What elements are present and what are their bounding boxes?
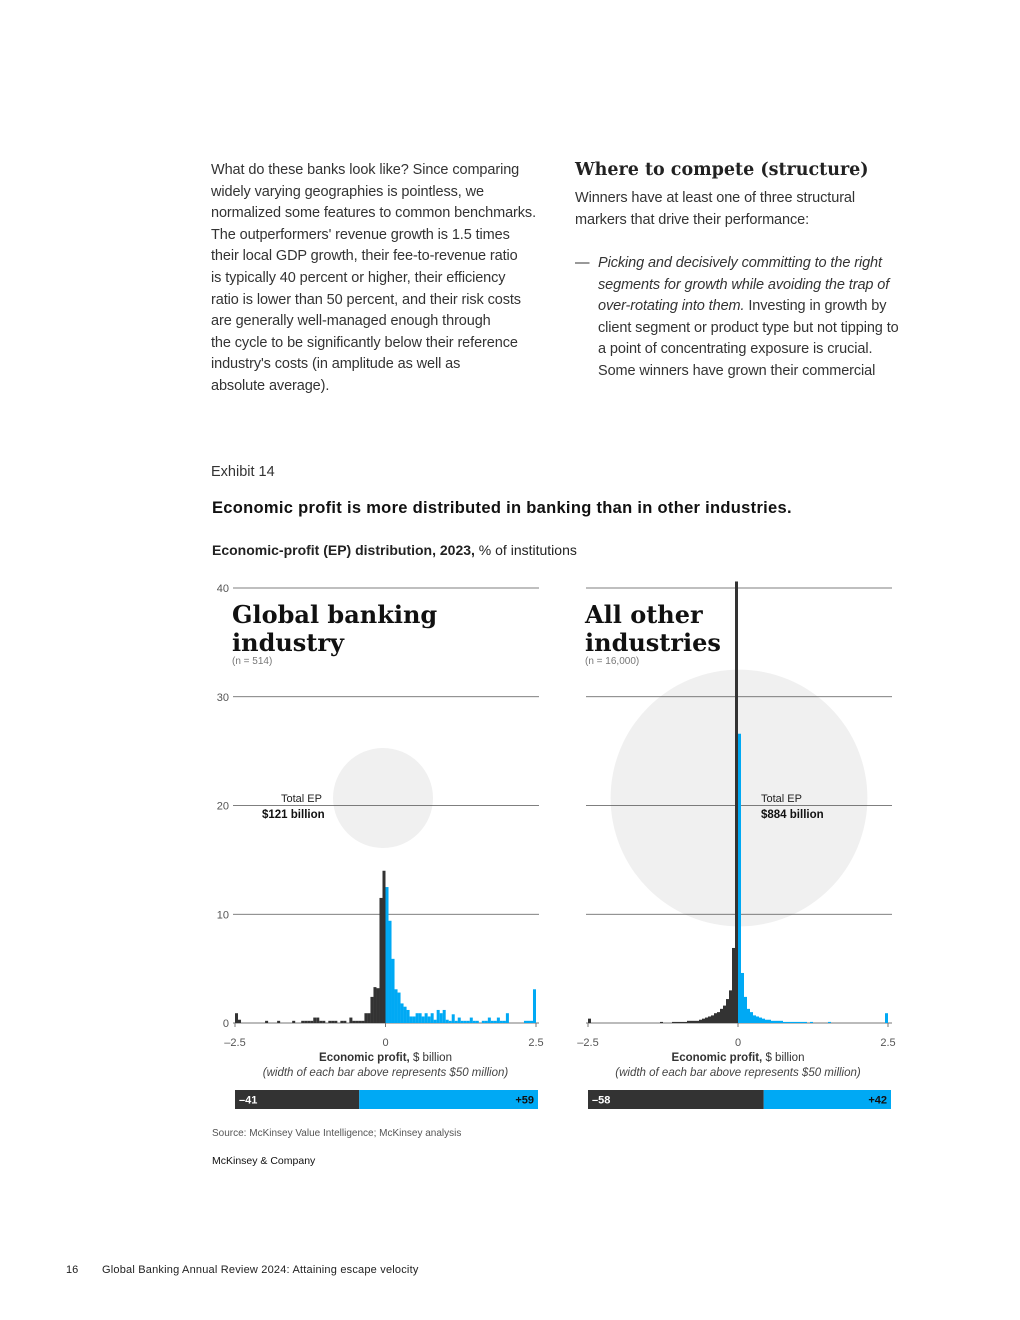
total-ep-value: $884 billion bbox=[761, 809, 824, 821]
histogram-bar-positive bbox=[488, 1018, 491, 1023]
body-text: Winners have at least one of three structural bbox=[575, 190, 856, 206]
histogram-bar-positive bbox=[762, 1019, 765, 1023]
histogram-bar-positive bbox=[792, 1022, 795, 1023]
x-tick-label: 2.5 bbox=[880, 1037, 896, 1049]
histogram-bar-positive bbox=[392, 959, 395, 1023]
histogram-bar-negative bbox=[322, 1021, 325, 1023]
histogram-bar-negative bbox=[672, 1022, 675, 1023]
body-text-line: ratio is lower than 50 percent, and their risk costs bbox=[211, 291, 521, 308]
histogram-bar-negative bbox=[660, 1022, 663, 1023]
histogram-bar-positive bbox=[395, 989, 398, 1023]
histogram-bar-positive bbox=[389, 921, 392, 1023]
histogram-bar-positive bbox=[747, 1009, 750, 1023]
chart-title: industry bbox=[232, 628, 344, 657]
bullet-emphasis: over-rotating into them. bbox=[598, 298, 745, 315]
histogram-bar-negative bbox=[343, 1021, 346, 1023]
histogram-bar-positive bbox=[470, 1018, 473, 1023]
x-tick-label: 0 bbox=[382, 1037, 389, 1049]
histogram-bar-positive bbox=[801, 1022, 804, 1023]
histogram-bar-positive bbox=[443, 1010, 446, 1023]
histogram-bar-positive bbox=[756, 1016, 759, 1023]
total-ep-value: $121 billion bbox=[262, 809, 325, 821]
histogram-bar-negative bbox=[235, 1013, 238, 1023]
histogram-bar-positive bbox=[461, 1021, 464, 1023]
histogram-bar-negative bbox=[687, 1021, 690, 1023]
body-text-line: normalized some features to common benchmarks. bbox=[211, 205, 537, 222]
histogram-bar-positive bbox=[768, 1020, 771, 1023]
histogram-bar-positive bbox=[738, 734, 741, 1023]
body-text-line: industry's costs (in amplitude as well as bbox=[211, 356, 461, 373]
histogram-bar-positive bbox=[434, 1020, 437, 1023]
source-note: Source: McKinsey Value Intelligence; McKinsey analysis bbox=[212, 1128, 462, 1139]
y-tick-label: 40 bbox=[216, 583, 229, 595]
bullet-emphasis: Picking and decisively committing to the right bbox=[598, 255, 882, 271]
share-negative-label: –41 bbox=[239, 1094, 258, 1107]
x-axis-label-unit: $ billion bbox=[762, 1052, 805, 1064]
histogram-bar-positive bbox=[473, 1021, 476, 1023]
histogram-bar-negative bbox=[265, 1021, 268, 1023]
x-axis-note: (width of each bar above represents $50 million) bbox=[262, 1067, 509, 1079]
histogram-bar-negative bbox=[678, 1022, 681, 1023]
histogram-bar-positive bbox=[476, 1021, 479, 1023]
histogram-bar-positive bbox=[771, 1021, 774, 1023]
histogram-bar-negative bbox=[726, 999, 729, 1023]
page-number: 16 bbox=[66, 1264, 79, 1276]
histogram-bar-negative bbox=[714, 1013, 717, 1023]
x-tick-label: –2.5 bbox=[577, 1037, 599, 1049]
histogram-bar-positive bbox=[446, 1020, 449, 1023]
histogram-bar-positive bbox=[494, 1021, 497, 1023]
x-axis-label bbox=[319, 1052, 452, 1064]
bullet-text: client segment or product type but not tipping to bbox=[598, 319, 899, 336]
histogram-bar-negative bbox=[690, 1021, 693, 1023]
bullet-text: a point of concentrating exposure is crucial. bbox=[598, 341, 873, 358]
histogram-bar-negative bbox=[304, 1021, 307, 1023]
histogram-bar-negative bbox=[319, 1021, 322, 1023]
histogram-bar-negative bbox=[681, 1022, 684, 1023]
histogram-bar-negative bbox=[693, 1021, 696, 1023]
y-tick-label: 0 bbox=[222, 1018, 229, 1030]
histogram-bar-negative bbox=[370, 997, 373, 1023]
bullet-emphasis: segments for growth while avoiding the trap of bbox=[598, 276, 890, 293]
histogram-bar-positive bbox=[744, 997, 747, 1023]
histogram-bar-positive bbox=[398, 993, 401, 1023]
histogram-bar-positive bbox=[425, 1013, 428, 1023]
bullet-dash: — bbox=[575, 255, 590, 271]
histogram-bar-negative bbox=[696, 1021, 699, 1023]
bullet-text: Some winners have grown their commercial bbox=[598, 363, 876, 379]
x-axis-label bbox=[672, 1052, 805, 1064]
histogram-bar-positive bbox=[428, 1016, 431, 1023]
histogram-bar-negative bbox=[334, 1021, 337, 1023]
histogram-bar-positive bbox=[491, 1021, 494, 1023]
share-bar-positive bbox=[359, 1090, 538, 1109]
x-axis-label-bold: Economic profit, bbox=[319, 1052, 410, 1064]
histogram-bar-positive bbox=[455, 1021, 458, 1023]
section-heading: Where to compete (structure) bbox=[575, 160, 869, 180]
histogram-bar-positive bbox=[759, 1018, 762, 1023]
report-title: Global Banking Annual Review 2024: Attaining escape velocity bbox=[102, 1264, 419, 1276]
histogram-bar-negative bbox=[340, 1021, 343, 1023]
histogram-bar-negative bbox=[376, 988, 379, 1023]
share-negative-label: –58 bbox=[592, 1094, 611, 1107]
histogram-bar-negative bbox=[588, 1019, 591, 1023]
histogram-bar-positive bbox=[497, 1018, 500, 1023]
x-axis-label-unit: $ billion bbox=[409, 1052, 452, 1064]
histogram-bar-positive bbox=[774, 1021, 777, 1023]
histogram-bar-negative bbox=[684, 1022, 687, 1023]
histogram-bar-positive bbox=[452, 1014, 455, 1023]
histogram-bar-negative bbox=[717, 1012, 720, 1023]
histogram-bar-negative bbox=[313, 1018, 316, 1023]
histogram-bar-positive bbox=[885, 1013, 888, 1023]
histogram-bar-positive bbox=[449, 1021, 452, 1023]
histogram-bar-negative bbox=[711, 1015, 714, 1023]
histogram-bar-positive bbox=[440, 1013, 443, 1023]
histogram-bar-negative bbox=[238, 1020, 241, 1023]
histogram-bar-negative bbox=[379, 898, 382, 1023]
total-ep-bubble bbox=[333, 748, 433, 848]
histogram-bar-negative bbox=[364, 1013, 367, 1023]
y-tick-label: 10 bbox=[216, 909, 229, 922]
share-bar-negative bbox=[588, 1090, 764, 1109]
body-text-line: the cycle to be significantly below their reference bbox=[211, 334, 518, 351]
histogram-bar-negative bbox=[352, 1021, 355, 1023]
body-text-line: widely varying geographies is pointless, we bbox=[211, 183, 484, 200]
share-positive-label: +42 bbox=[868, 1094, 887, 1107]
sample-size-label: (n = 514) bbox=[232, 656, 273, 667]
histogram-bar-negative bbox=[301, 1021, 304, 1023]
histogram-bar-negative bbox=[328, 1021, 331, 1023]
histogram-bar-positive bbox=[503, 1021, 506, 1023]
x-tick-label: 2.5 bbox=[528, 1037, 544, 1049]
histogram-bar-positive bbox=[795, 1022, 798, 1023]
body-text-line: is typically 40 percent or higher, their efficiency bbox=[211, 270, 506, 286]
histogram-bar-positive bbox=[458, 1018, 461, 1023]
histogram-bar-negative bbox=[705, 1018, 708, 1023]
histogram-bar-negative bbox=[307, 1021, 310, 1023]
histogram-bar-negative bbox=[355, 1021, 358, 1023]
histogram-bar-negative bbox=[361, 1021, 364, 1023]
subtitle-unit: % of institutions bbox=[474, 542, 577, 558]
histogram-bar-negative bbox=[277, 1021, 280, 1023]
y-tick-label: 30 bbox=[216, 691, 229, 704]
bullet-text: Investing in growth by bbox=[744, 298, 887, 315]
histogram-bar-negative bbox=[702, 1019, 705, 1023]
histogram-bar-positive bbox=[780, 1021, 783, 1023]
histogram-bar-negative bbox=[316, 1018, 319, 1023]
histogram-bar-positive bbox=[750, 1012, 753, 1023]
histogram-bar-positive bbox=[753, 1015, 756, 1023]
histogram-bar-positive bbox=[407, 1010, 410, 1023]
histogram-bar-positive bbox=[804, 1022, 807, 1023]
histogram-bar-positive bbox=[413, 1016, 416, 1023]
histogram-bar-negative bbox=[310, 1021, 313, 1023]
subtitle-bold: Economic-profit (EP) distribution, 2023, bbox=[212, 542, 475, 558]
histogram-bar-positive bbox=[798, 1022, 801, 1023]
histogram-bar-positive bbox=[437, 1010, 440, 1023]
histogram-bar-positive bbox=[524, 1021, 527, 1023]
share-positive-label: +59 bbox=[515, 1094, 534, 1107]
exhibit-label: Exhibit 14 bbox=[211, 464, 275, 480]
histogram-bar-negative bbox=[358, 1021, 361, 1023]
histogram-bar-positive bbox=[422, 1016, 425, 1023]
histogram-bar-positive bbox=[527, 1021, 530, 1023]
histogram-bar-positive bbox=[485, 1021, 488, 1023]
body-text-line: are generally well-managed enough through bbox=[211, 313, 491, 330]
total-ep-label: Total EP bbox=[281, 793, 322, 805]
x-tick-label: –2.5 bbox=[224, 1037, 246, 1049]
histogram-bar-positive bbox=[404, 1007, 407, 1023]
x-axis-note: (width of each bar above represents $50 million) bbox=[615, 1067, 861, 1079]
body-text-line: The outperformers' revenue growth is 1.5 times bbox=[211, 226, 510, 243]
histogram-bar-positive bbox=[741, 973, 744, 1023]
histogram-bar-positive bbox=[419, 1013, 422, 1023]
histogram-bar-positive bbox=[533, 989, 536, 1023]
exhibit-title: Economic profit is more distributed in banking than in other industries. bbox=[212, 499, 792, 517]
total-ep-label: Total EP bbox=[761, 793, 802, 805]
histogram-bar-negative bbox=[675, 1022, 678, 1023]
histogram-bar-negative bbox=[373, 987, 376, 1023]
histogram-bar-positive bbox=[410, 1016, 413, 1023]
body-text-line: What do these banks look like? Since comparing bbox=[211, 162, 520, 178]
histogram-bar-negative bbox=[729, 990, 732, 1023]
histogram-bar-positive bbox=[416, 1013, 419, 1023]
histogram-bar-negative bbox=[732, 948, 735, 1023]
body-text-line: their local GDP growth, their fee-to-revenue ratio bbox=[211, 248, 518, 265]
sample-size-label: (n = 16,000) bbox=[585, 656, 640, 667]
histogram-bar-positive bbox=[506, 1013, 509, 1023]
histogram-bar-positive bbox=[786, 1022, 789, 1023]
histogram-bar-negative bbox=[382, 871, 385, 1023]
brand-logo: McKinsey & Company bbox=[212, 1155, 316, 1167]
chart-title: Global banking bbox=[232, 600, 438, 629]
histogram-bar-positive bbox=[482, 1021, 485, 1023]
chart-title: All other bbox=[585, 600, 703, 629]
histogram-bar-negative bbox=[349, 1018, 352, 1023]
body-text-line: absolute average). bbox=[211, 378, 330, 394]
histogram-bar-positive bbox=[464, 1021, 467, 1023]
chart-title: industries bbox=[585, 628, 721, 657]
histogram-bar-negative bbox=[708, 1016, 711, 1023]
histogram-bar-positive bbox=[810, 1022, 813, 1023]
body-text: markers that drive their performance: bbox=[575, 212, 810, 228]
histogram-bar-positive bbox=[401, 1003, 404, 1023]
histogram-bar-negative bbox=[331, 1021, 334, 1023]
histogram-bar-negative bbox=[367, 1013, 370, 1023]
histogram-bar-positive bbox=[467, 1021, 470, 1023]
histogram-bar-positive bbox=[500, 1021, 503, 1023]
x-axis-label-bold: Economic profit, bbox=[671, 1052, 763, 1064]
histogram-bar-positive bbox=[431, 1013, 434, 1023]
histogram-bar-negative bbox=[723, 1006, 726, 1023]
y-tick-label: 20 bbox=[216, 800, 229, 813]
histogram-bar-positive bbox=[386, 887, 389, 1023]
histogram-bar-positive bbox=[783, 1022, 786, 1023]
histogram-bar-positive bbox=[777, 1021, 780, 1023]
histogram-bar-negative bbox=[720, 1009, 723, 1023]
histogram-bar-positive bbox=[530, 1021, 533, 1023]
histogram-bar-negative bbox=[699, 1020, 702, 1023]
histogram-bar-negative bbox=[292, 1021, 295, 1023]
x-tick-label: 0 bbox=[734, 1037, 742, 1049]
histogram-bar-positive bbox=[765, 1020, 768, 1023]
histogram-bar-positive bbox=[789, 1022, 792, 1023]
histogram-bar-negative bbox=[735, 581, 738, 1023]
histogram-bar-positive bbox=[828, 1022, 831, 1023]
